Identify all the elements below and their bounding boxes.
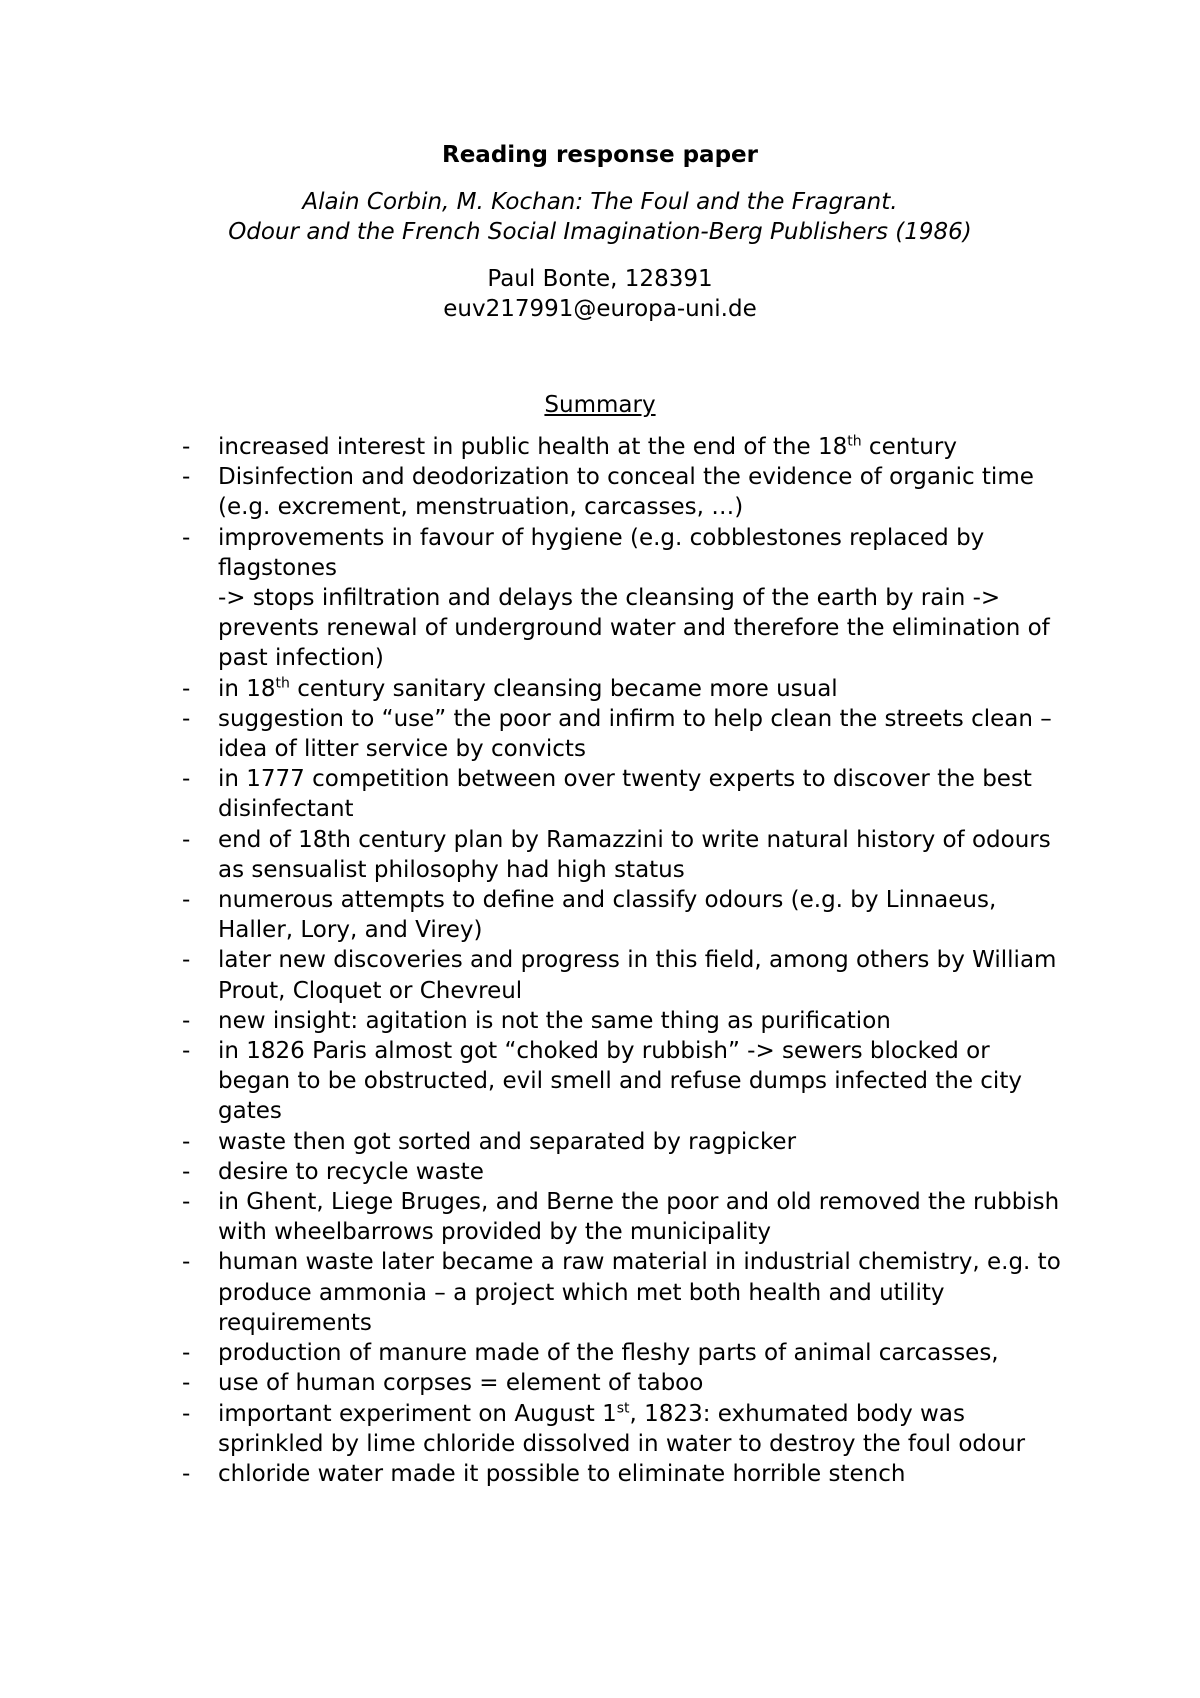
summary-bullet-item	[182, 1006, 1062, 1036]
book-citation	[0, 187, 1200, 247]
bullet-marker: -	[182, 826, 191, 853]
bullet-marker: -	[182, 1007, 191, 1034]
summary-bullet-item	[182, 704, 1062, 764]
bullet-text: waste then got sorted and separated by ragpicker	[218, 1128, 797, 1155]
superscript-text: st	[616, 1399, 630, 1416]
summary-bullet-item	[182, 945, 1062, 1005]
summary-bullet-item	[182, 764, 1062, 824]
bullet-marker: -	[182, 705, 191, 732]
summary-bullet-item	[182, 432, 1062, 462]
bullet-text: in 18th century sanitary cleansing became more usual	[218, 674, 838, 702]
summary-bullet-item	[182, 1399, 1062, 1459]
bullet-marker: -	[182, 887, 191, 914]
bullet-marker: -	[182, 766, 191, 793]
summary-bullet-item	[182, 523, 1062, 674]
bullet-marker: -	[182, 675, 191, 702]
summary-bullet-item	[182, 1187, 1062, 1247]
bullet-text: Disinfection and deodorization to conceal the evidence of organic time (e.g. excrement, menstruation, carcasses, …)	[218, 464, 1034, 521]
book-citation-line-1: Alain Corbin, M. Kochan: The Foul and the Fragrant.	[302, 189, 898, 215]
bullet-marker: -	[182, 1460, 191, 1487]
summary-bullet-item	[182, 462, 1062, 522]
summary-bullet-item	[182, 1368, 1062, 1398]
summary-list	[182, 432, 1062, 1489]
summary-bullet-item	[182, 1157, 1062, 1187]
bullet-text: in Ghent, Liege Bruges, and Berne the poor and old removed the rubbish with wheelbarrows provided by the municipality	[218, 1189, 1060, 1246]
bullet-text: numerous attempts to define and classify odours (e.g. by Linnaeus, Haller, Lory, and Virey)	[218, 887, 997, 944]
summary-bullet-item	[182, 1338, 1062, 1368]
bullet-marker: -	[182, 1038, 191, 1065]
bullet-text: end of 18th century plan by Ramazzini to write natural history of odours as sensualist philosophy had high status	[218, 826, 1051, 883]
summary-bullet-item	[182, 1127, 1062, 1157]
bullet-text: human waste later became a raw material in industrial chemistry, e.g. to produce ammonia – a project which met both health and utility requirements	[218, 1249, 1061, 1336]
summary-heading: Summary	[544, 392, 656, 418]
bullet-text: in 1826 Paris almost got “choked by rubbish” -> sewers blocked or began to be obstructed, evil smell and refuse dumps infected the city gates	[218, 1038, 1022, 1125]
document-title: Reading response paper	[442, 142, 758, 168]
author-name-id: Paul Bonte, 128391	[487, 266, 713, 292]
bullet-marker: -	[182, 1128, 191, 1155]
bullet-marker: -	[182, 524, 191, 551]
summary-bullet-item	[182, 825, 1062, 885]
bullet-marker: -	[182, 1189, 191, 1216]
bullet-text: in 1777 competition between over twenty experts to discover the best disinfectant	[218, 766, 1032, 823]
bullet-text: later new discoveries and progress in this field, among others by William Prout, Cloquet or Chevreul	[218, 947, 1057, 1004]
bullet-marker: -	[182, 464, 191, 491]
bullet-text: desire to recycle waste	[218, 1158, 484, 1185]
bullet-marker: -	[182, 1249, 191, 1276]
bullet-text: suggestion to “use” the poor and infirm to help clean the streets clean – idea of litter service by convicts	[218, 705, 1052, 763]
summary-bullet-item	[182, 1036, 1062, 1127]
summary-bullet-item	[182, 674, 1062, 704]
bullet-marker: -	[182, 1370, 191, 1397]
bullet-marker: -	[182, 1400, 191, 1427]
bullet-text: increased interest in public health at the end of the 18th century	[218, 433, 957, 460]
superscript-text: th	[275, 674, 290, 691]
bullet-text: improvements in favour of hygiene (e.g. cobblestones replaced by flagstones -> stops infiltration and delays the cleansing of the earth by rain -> prevents renewal of underground water and therefore the elimination of past infection)	[218, 524, 1050, 672]
summary-bullet-item	[182, 1459, 1062, 1489]
bullet-marker: -	[182, 1340, 191, 1367]
bullet-text: important experiment on August 1st, 1823: exhumated body was sprinkled by lime chloride dissolved in water to destroy the foul odour	[218, 1399, 1026, 1457]
superscript-text: th	[847, 433, 862, 450]
summary-bullet-item	[182, 885, 1062, 945]
bullet-text: production of manure made of the fleshy parts of animal carcasses,	[218, 1340, 999, 1367]
summary-bullet-item	[182, 1247, 1062, 1338]
bullet-text: new insight: agitation is not the same thing as purification	[218, 1007, 891, 1034]
bullet-text: chloride water made it possible to eliminate horrible stench	[218, 1460, 906, 1487]
author-email: euv217991@europa-uni.de	[443, 296, 757, 322]
bullet-text: use of human corpses = element of taboo	[218, 1370, 704, 1397]
author-block	[0, 264, 1200, 324]
book-citation-line-2: Odour and the French Social Imagination-Berg Publishers (1986)	[228, 219, 972, 245]
bullet-marker: -	[182, 434, 191, 460]
bullet-marker: -	[182, 1158, 191, 1185]
bullet-marker: -	[182, 947, 191, 974]
